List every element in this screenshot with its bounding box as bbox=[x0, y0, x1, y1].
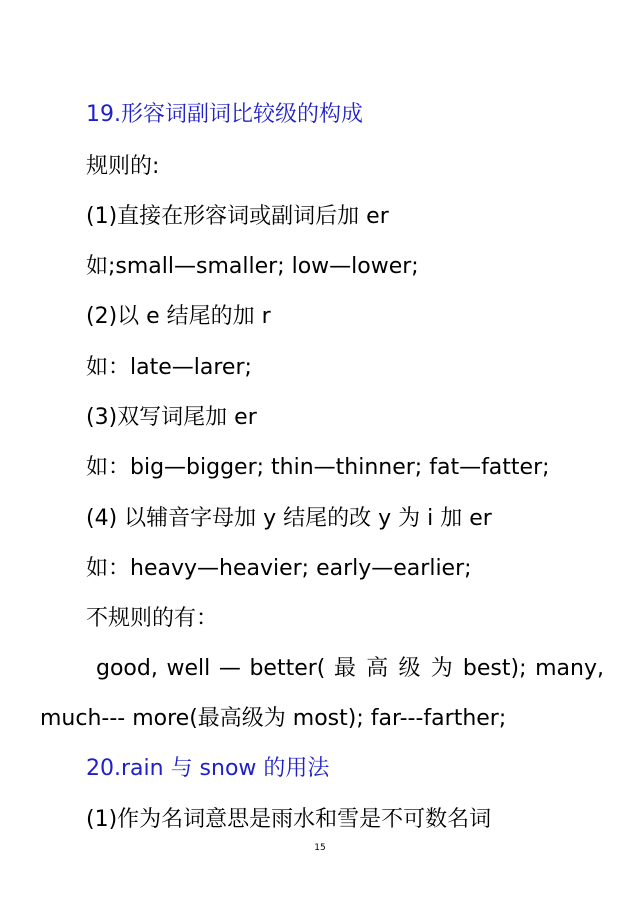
text-line-noun-usage: (1)作为名词意思是雨水和雪是不可数名词 bbox=[86, 807, 492, 832]
text-line-rule-2: (2)以 e 结尾的加 r bbox=[86, 304, 271, 329]
section-heading-19: 19.形容词副词比较级的构成 bbox=[86, 102, 363, 127]
section-heading-20: 20.rain 与 snow 的用法 bbox=[86, 756, 330, 781]
text-line-irregular-example-1: good, well — better( 最 高 级 为 best); many, bbox=[96, 656, 604, 681]
page-number: 15 bbox=[314, 843, 326, 853]
text-line-example-4: 如：heavy—heavier; early—earlier; bbox=[86, 556, 472, 581]
text-line-rule-1: (1)直接在形容词或副词后加 er bbox=[86, 204, 389, 229]
text-line-irregular-rules: 不规则的有： bbox=[86, 606, 219, 631]
text-line-example-2: 如：late—larer; bbox=[86, 355, 252, 380]
text-line-rule-3: (3)双写词尾加 er bbox=[86, 405, 257, 430]
text-line-example-3: 如：big—bigger; thin—thinner; fat—fatter; bbox=[86, 455, 550, 480]
text-line-rule-4: (4) 以辅音字母加 y 结尾的改 y 为 i 加 er bbox=[86, 506, 492, 531]
text-line-example-1: 如;small—smaller; low—lower; bbox=[86, 254, 419, 279]
text-line-irregular-example-2: much--- more(最高级为 most); far---farther; bbox=[40, 706, 507, 731]
text-line-regular-rules: 规则的: bbox=[86, 154, 160, 179]
